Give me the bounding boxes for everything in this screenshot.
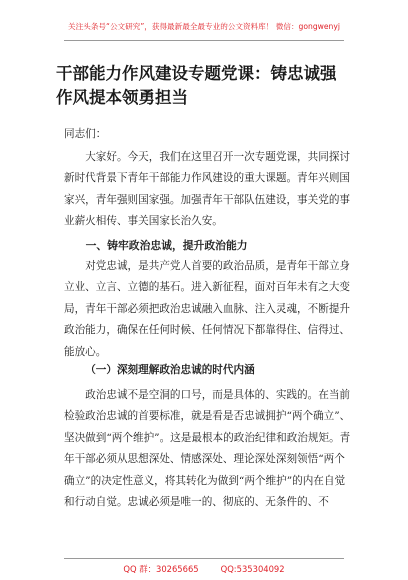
header-note: 关注头条号“公文研究”，获得最新最全最专业的公文资料库！ 微信：gongwenyj bbox=[68, 22, 340, 31]
document-title: 干部能力作风建设专题党课：铸忠诚强作风提本领勇担当 bbox=[56, 64, 337, 107]
subsection-heading-1: （一）深刻理解政治忠诚的时代内涵 bbox=[85, 364, 255, 376]
section-heading-1: 一、铸牢政治忠诚，提升政治能力 bbox=[85, 239, 248, 252]
footer-qq-number: QQ:535304092 bbox=[220, 564, 285, 574]
footer-qq-group: QQ 群：30265665 bbox=[123, 564, 199, 574]
paragraph-loyalty-meaning: 政治忠诚不是空洞的口号，而是具体的、实践的。在当前检验政治忠诚的首要标准，就是看是否忠诚拥护“两个确立”、坚决做到“两个维护”。这是最根本的政治纪律和政治规矩。青年干部必须从思想深处、情感深处、理论深处深刻领悟“两个确立”的决定性意义，将其转化为做到“两个维护”的内在自觉和行动自觉。忠诚必须是唯一的、彻底的、无条件的、不 bbox=[64, 389, 351, 509]
salutation: 同志们： bbox=[64, 128, 107, 140]
paragraph-political-loyalty: 对党忠诚，是共产党人首要的政治品质，是青年干部立身立业、立言、立德的基石。进入新征程，面对百年未有之大变局，青年干部必须把政治忠诚融入血脉、注入灵魂，不断提升政治能力，确保在任何时候、任何情况下都靠得住、信得过、能放心。 bbox=[64, 260, 351, 358]
header-divider bbox=[64, 40, 344, 41]
paragraph-intro: 大家好。今天，我们在这里召开一次专题党课，共同探讨新时代背景下青年干部能力作风建设的重大课题。青年兴则国家兴，青年强则国家强。加强青年干部队伍建设，事关党的事业薪火相传、事关国家长治久安。 bbox=[64, 151, 351, 228]
footer-contact bbox=[0, 563, 408, 575]
footer-divider bbox=[64, 558, 344, 559]
